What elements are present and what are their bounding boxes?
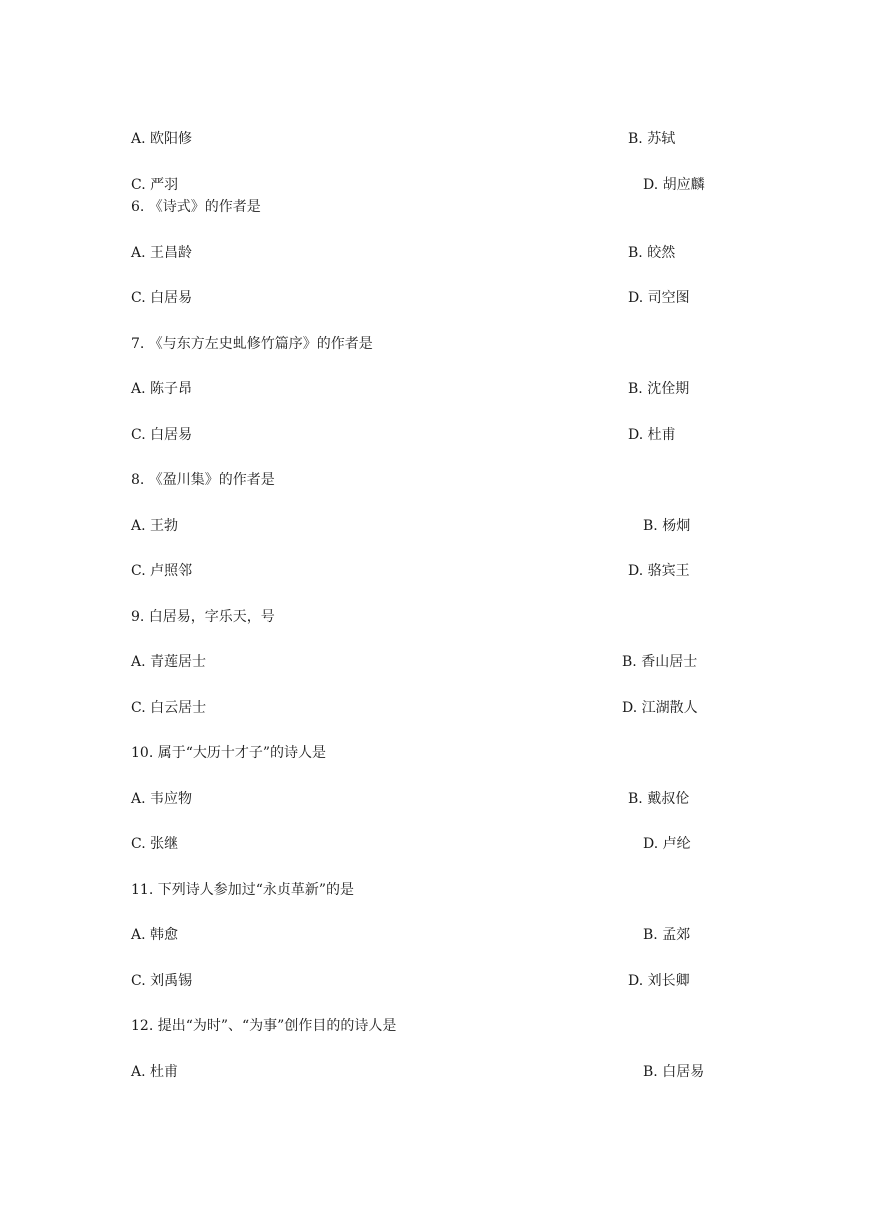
q7-option-c: C. 白居易 bbox=[131, 427, 193, 443]
q6-question: 6. 《诗式》的作者是 bbox=[131, 199, 261, 215]
q8-option-c: C. 卢照邻 bbox=[131, 563, 193, 579]
q5-option-b: B. 苏轼 bbox=[628, 131, 676, 147]
q9-option-c: C. 白云居士 bbox=[131, 700, 207, 716]
q9-option-b: B. 香山居士 bbox=[622, 654, 698, 670]
q10-option-b: B. 戴叔伦 bbox=[628, 791, 690, 807]
q6-option-c: C. 白居易 bbox=[131, 290, 193, 306]
q7-option-a: A. 陈子昂 bbox=[131, 381, 193, 397]
q8-option-b: B. 杨炯 bbox=[643, 518, 691, 534]
q10-option-a: A. 韦应物 bbox=[131, 791, 193, 807]
q11-option-b: B. 孟郊 bbox=[643, 927, 691, 943]
q6-option-a: A. 王昌龄 bbox=[131, 245, 193, 261]
q7-option-d: D. 杜甫 bbox=[628, 427, 676, 443]
q9-option-a: A. 青莲居士 bbox=[131, 654, 207, 670]
q5-option-c: C. 严羽 bbox=[131, 177, 179, 193]
q12-question: 12. 提出“为时”、“为事”创作目的的诗人是 bbox=[131, 1018, 397, 1034]
q8-option-d: D. 骆宾王 bbox=[628, 563, 690, 579]
q8-question: 8. 《盈川集》的作者是 bbox=[131, 472, 275, 488]
q11-option-c: C. 刘禹锡 bbox=[131, 973, 193, 989]
q10-option-d: D. 卢纶 bbox=[643, 836, 691, 852]
q11-question: 11. 下列诗人参加过“永贞革新”的是 bbox=[131, 882, 355, 898]
q10-option-c: C. 张继 bbox=[131, 836, 179, 852]
q5-option-d: D. 胡应麟 bbox=[643, 177, 705, 193]
q12-option-b: B. 白居易 bbox=[643, 1064, 705, 1080]
q11-option-a: A. 韩愈 bbox=[131, 927, 179, 943]
q8-option-a: A. 王勃 bbox=[131, 518, 179, 534]
q7-question: 7. 《与东方左史虬修竹篇序》的作者是 bbox=[131, 336, 373, 352]
q6-option-d: D. 司空图 bbox=[628, 290, 690, 306]
q12-option-a: A. 杜甫 bbox=[131, 1064, 179, 1080]
q5-option-a: A. 欧阳修 bbox=[131, 131, 193, 147]
q9-question: 9. 白居易，字乐天，号 bbox=[131, 609, 275, 625]
q11-option-d: D. 刘长卿 bbox=[628, 973, 690, 989]
q10-question: 10. 属于“大历十才子”的诗人是 bbox=[131, 745, 327, 761]
q6-option-b: B. 皎然 bbox=[628, 245, 676, 261]
q9-option-d: D. 江湖散人 bbox=[622, 700, 698, 716]
q7-option-b: B. 沈佺期 bbox=[628, 381, 690, 397]
